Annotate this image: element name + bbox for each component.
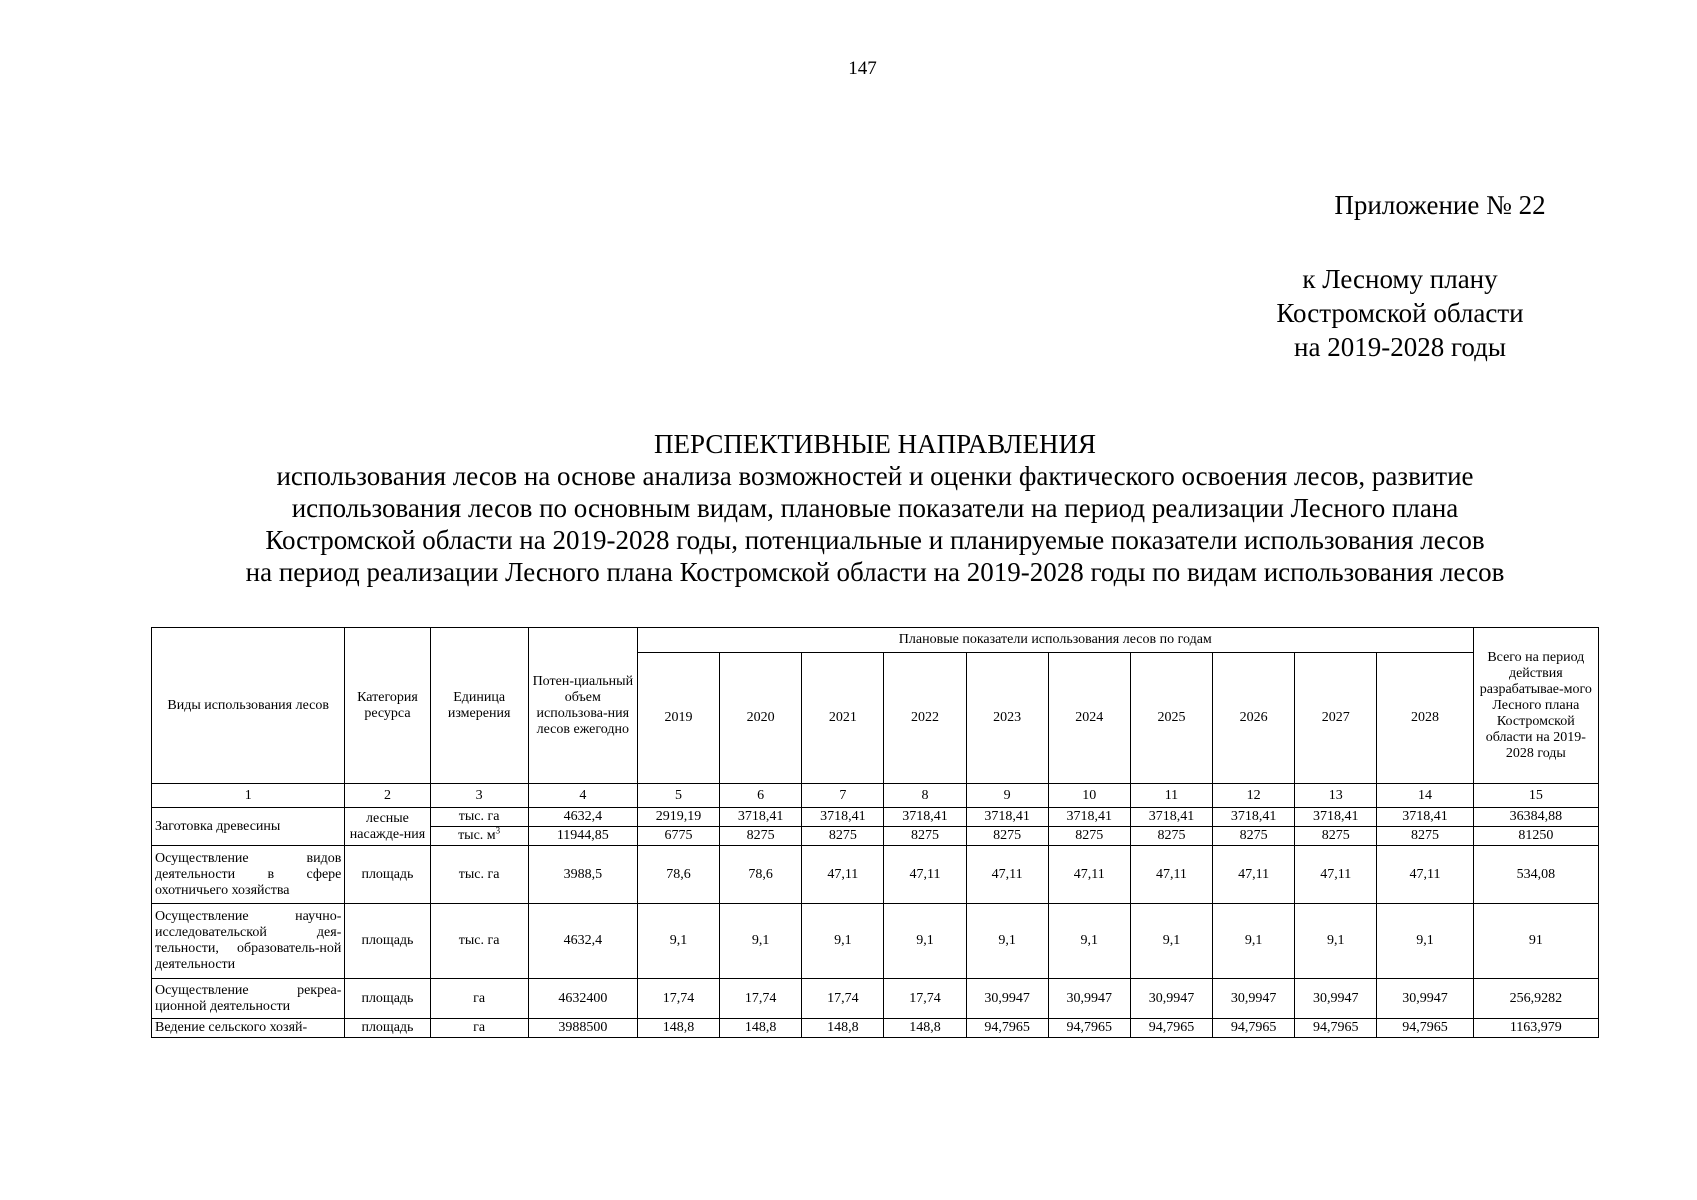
year-value: 78,6 <box>637 846 719 904</box>
year-value: 30,9947 <box>1130 979 1212 1019</box>
appendix-number: Приложение № 22 <box>1334 190 1546 220</box>
title-line: Костромской области на 2019-2028 годы, потенциальные и планируемые показатели использования лесов <box>265 525 1485 555</box>
column-number: 3 <box>430 784 528 808</box>
header-year: 2020 <box>720 653 802 784</box>
title-line: использования лесов на основе анализа возможностей и оценки фактического освоения лесов, развитие <box>276 461 1474 491</box>
row-potential: 4632400 <box>528 979 637 1019</box>
year-value: 8275 <box>802 827 884 846</box>
year-value: 17,74 <box>720 979 802 1019</box>
year-value: 3718,41 <box>802 808 884 827</box>
year-value: 3718,41 <box>720 808 802 827</box>
column-number: 1 <box>152 784 345 808</box>
header-year: 2021 <box>802 653 884 784</box>
header-category: Категория ресурса <box>345 628 430 784</box>
header-year: 2022 <box>884 653 966 784</box>
row-category: площадь <box>345 846 430 904</box>
row-potential: 11944,85 <box>528 827 637 846</box>
column-number: 12 <box>1213 784 1295 808</box>
table-row <box>152 1019 1599 1038</box>
year-value: 3718,41 <box>1130 808 1212 827</box>
header-total: Всего на период действия разрабатывае-мого Лесного плана Костромской области на 2019-2028 годы <box>1473 628 1598 784</box>
row-potential: 4632,4 <box>528 904 637 979</box>
year-value: 148,8 <box>802 1019 884 1038</box>
year-value: 47,11 <box>884 846 966 904</box>
row-unit: га <box>430 1019 528 1038</box>
year-value: 3718,41 <box>1048 808 1130 827</box>
row-unit: тыс. га <box>430 808 528 827</box>
year-value: 47,11 <box>1295 846 1377 904</box>
row-total: 534,08 <box>1473 846 1598 904</box>
column-number: 6 <box>720 784 802 808</box>
year-value: 78,6 <box>720 846 802 904</box>
row-category: площадь <box>345 904 430 979</box>
header-year: 2025 <box>1130 653 1212 784</box>
year-value: 3718,41 <box>1295 808 1377 827</box>
row-category: лесные насажде-ния <box>345 808 430 846</box>
year-value: 47,11 <box>966 846 1048 904</box>
unit-text: тыс. м <box>458 828 496 843</box>
row-unit: га <box>430 979 528 1019</box>
header-kind: Виды использования лесов <box>152 628 345 784</box>
column-number: 10 <box>1048 784 1130 808</box>
year-value: 9,1 <box>1295 904 1377 979</box>
row-unit: тыс. га <box>430 904 528 979</box>
unit-superscript: 3 <box>495 825 501 836</box>
year-value: 8275 <box>966 827 1048 846</box>
document-title <box>150 428 1600 588</box>
header-year: 2019 <box>637 653 719 784</box>
row-kind: Осуществление рекреа-ционной деятельности <box>152 979 345 1019</box>
header-year: 2027 <box>1295 653 1377 784</box>
title-line: использования лесов по основным видам, плановые показатели на период реализации Лесного плана <box>291 493 1459 523</box>
header-potential: Потен-циальный объем использова-ния лесов ежегодно <box>528 628 637 784</box>
year-value: 30,9947 <box>1213 979 1295 1019</box>
row-potential: 3988500 <box>528 1019 637 1038</box>
year-value: 8275 <box>1130 827 1212 846</box>
row-potential: 3988,5 <box>528 846 637 904</box>
title-line: на период реализации Лесного плана Костромской области на 2019-2028 годы по видам использования лесов <box>245 557 1505 587</box>
title-heading: ПЕРСПЕКТИВНЫЕ НАПРАВЛЕНИЯ <box>654 429 1096 459</box>
year-value: 9,1 <box>1377 904 1473 979</box>
column-number: 11 <box>1130 784 1212 808</box>
year-value: 9,1 <box>802 904 884 979</box>
year-value: 94,7965 <box>1377 1019 1473 1038</box>
year-value: 8275 <box>1377 827 1473 846</box>
table-row <box>152 808 1599 827</box>
year-value: 8275 <box>1295 827 1377 846</box>
table-row <box>152 904 1599 979</box>
year-value: 30,9947 <box>1295 979 1377 1019</box>
year-value: 94,7965 <box>966 1019 1048 1038</box>
header-year: 2026 <box>1213 653 1295 784</box>
year-value: 30,9947 <box>1377 979 1473 1019</box>
year-value: 3718,41 <box>884 808 966 827</box>
header-year: 2028 <box>1377 653 1473 784</box>
year-value: 17,74 <box>884 979 966 1019</box>
column-number: 15 <box>1473 784 1598 808</box>
year-value: 17,74 <box>637 979 719 1019</box>
year-value: 94,7965 <box>1295 1019 1377 1038</box>
year-value: 3718,41 <box>1213 808 1295 827</box>
header-year: 2023 <box>966 653 1048 784</box>
year-value: 94,7965 <box>1213 1019 1295 1038</box>
year-value: 6775 <box>637 827 719 846</box>
row-kind: Осуществление научно-исследовательской дея-тельности, образователь-ной деятельности <box>152 904 345 979</box>
year-value: 3718,41 <box>1377 808 1473 827</box>
year-value: 30,9947 <box>966 979 1048 1019</box>
year-value: 30,9947 <box>1048 979 1130 1019</box>
year-value: 148,8 <box>884 1019 966 1038</box>
header-year: 2024 <box>1048 653 1130 784</box>
row-potential: 4632,4 <box>528 808 637 827</box>
year-value: 9,1 <box>720 904 802 979</box>
row-total: 91 <box>1473 904 1598 979</box>
appendix-reference-line: Костромской области <box>1276 298 1524 328</box>
row-total: 81250 <box>1473 827 1598 846</box>
column-number: 4 <box>528 784 637 808</box>
column-number: 2 <box>345 784 430 808</box>
year-value: 47,11 <box>1130 846 1212 904</box>
year-value: 8275 <box>720 827 802 846</box>
year-value: 47,11 <box>802 846 884 904</box>
year-value: 9,1 <box>637 904 719 979</box>
year-value: 3718,41 <box>966 808 1048 827</box>
year-value: 9,1 <box>966 904 1048 979</box>
year-value: 94,7965 <box>1048 1019 1130 1038</box>
row-category: площадь <box>345 1019 430 1038</box>
header-planned-group: Плановые показатели использования лесов по годам <box>637 628 1473 653</box>
row-kind: Заготовка древесины <box>152 808 345 846</box>
row-kind: Осуществление видов деятельности в сфере охотничьего хозяйства <box>152 846 345 904</box>
table-row <box>152 979 1599 1019</box>
year-value: 9,1 <box>1130 904 1212 979</box>
column-number: 5 <box>637 784 719 808</box>
year-value: 9,1 <box>1213 904 1295 979</box>
row-unit <box>430 827 528 846</box>
appendix-reference-line: к Лесному плану <box>1302 264 1498 294</box>
column-number: 8 <box>884 784 966 808</box>
row-total: 1163,979 <box>1473 1019 1598 1038</box>
year-value: 2919,19 <box>637 808 719 827</box>
row-total: 36384,88 <box>1473 808 1598 827</box>
year-value: 148,8 <box>637 1019 719 1038</box>
year-value: 47,11 <box>1377 846 1473 904</box>
appendix-reference-line: на 2019-2028 годы <box>1294 332 1506 362</box>
header-unit: Единица измерения <box>430 628 528 784</box>
year-value: 47,11 <box>1048 846 1130 904</box>
year-value: 148,8 <box>720 1019 802 1038</box>
year-value: 9,1 <box>884 904 966 979</box>
forest-use-table <box>151 627 1599 1038</box>
row-unit: тыс. га <box>430 846 528 904</box>
column-number: 7 <box>802 784 884 808</box>
page-number: 147 <box>848 58 877 79</box>
year-value: 8275 <box>1213 827 1295 846</box>
year-value: 8275 <box>884 827 966 846</box>
column-number: 14 <box>1377 784 1473 808</box>
row-kind: Ведение сельского хозяй- <box>152 1019 345 1038</box>
table-row <box>152 846 1599 904</box>
column-number: 9 <box>966 784 1048 808</box>
appendix-reference <box>1160 262 1640 364</box>
year-value: 94,7965 <box>1130 1019 1212 1038</box>
column-number: 13 <box>1295 784 1377 808</box>
row-category: площадь <box>345 979 430 1019</box>
year-value: 17,74 <box>802 979 884 1019</box>
row-total: 256,9282 <box>1473 979 1598 1019</box>
year-value: 47,11 <box>1213 846 1295 904</box>
year-value: 8275 <box>1048 827 1130 846</box>
year-value: 9,1 <box>1048 904 1130 979</box>
